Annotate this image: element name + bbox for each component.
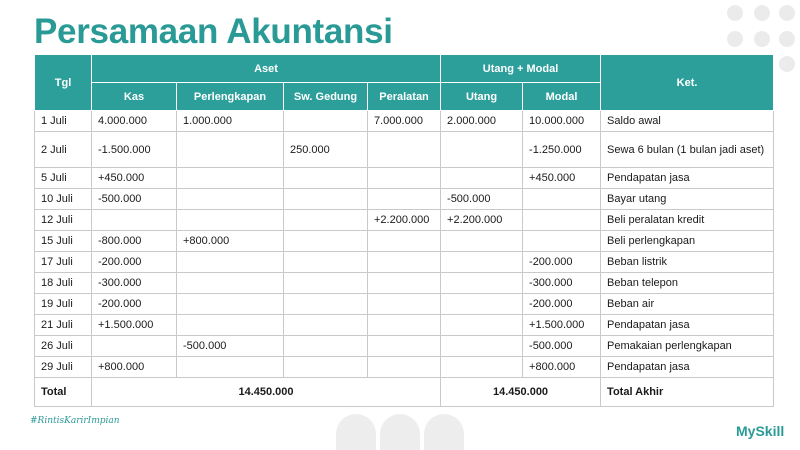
cell-perlengkapan — [177, 168, 284, 189]
cell-peralatan — [368, 168, 441, 189]
cell-modal: -1.250.000 — [523, 132, 601, 168]
header-aset: Aset — [92, 55, 441, 83]
cell-utang — [441, 336, 523, 357]
cell-perlengkapan — [177, 252, 284, 273]
bump-shape — [336, 414, 376, 450]
cell-utang — [441, 357, 523, 378]
dot-shape — [779, 5, 795, 21]
cell-perlengkapan — [177, 210, 284, 231]
table-row — [35, 357, 774, 378]
cell-kas: -500.000 — [92, 189, 177, 210]
cell-sw-gedung — [284, 315, 368, 336]
cell-peralatan — [368, 315, 441, 336]
cell-sw-gedung — [284, 336, 368, 357]
cell-modal: 10.000.000 — [523, 111, 601, 132]
table-row — [35, 189, 774, 210]
cell-ket: Sewa 6 bulan (1 bulan jadi aset) — [601, 132, 774, 168]
header-kas: Kas — [92, 83, 177, 111]
table-row — [35, 336, 774, 357]
cell-modal: +1.500.000 — [523, 315, 601, 336]
cell-sw-gedung — [284, 210, 368, 231]
decorative-bumps — [336, 414, 466, 450]
cell-tgl: 29 Juli — [35, 357, 92, 378]
cell-perlengkapan — [177, 315, 284, 336]
bump-shape — [380, 414, 420, 450]
cell-ket: Pemakaian perlengkapan — [601, 336, 774, 357]
cell-ket: Bayar utang — [601, 189, 774, 210]
cell-modal: -300.000 — [523, 273, 601, 294]
cell-modal — [523, 189, 601, 210]
table-row — [35, 315, 774, 336]
total-utang-modal: 14.450.000 — [441, 378, 601, 407]
cell-ket: Beban telepon — [601, 273, 774, 294]
cell-peralatan: 7.000.000 — [368, 111, 441, 132]
cell-ket: Beban air — [601, 294, 774, 315]
cell-kas: -300.000 — [92, 273, 177, 294]
cell-modal: -500.000 — [523, 336, 601, 357]
cell-perlengkapan — [177, 189, 284, 210]
cell-modal — [523, 231, 601, 252]
cell-kas — [92, 210, 177, 231]
cell-peralatan — [368, 273, 441, 294]
cell-sw-gedung — [284, 357, 368, 378]
cell-tgl: 17 Juli — [35, 252, 92, 273]
cell-peralatan — [368, 231, 441, 252]
cell-sw-gedung — [284, 189, 368, 210]
dot-shape — [754, 31, 770, 47]
cell-utang — [441, 168, 523, 189]
dot-shape — [754, 5, 770, 21]
cell-kas: -200.000 — [92, 252, 177, 273]
cell-kas: -1.500.000 — [92, 132, 177, 168]
cell-peralatan — [368, 357, 441, 378]
cell-peralatan — [368, 294, 441, 315]
cell-sw-gedung: 250.000 — [284, 132, 368, 168]
header-utang-modal: Utang + Modal — [441, 55, 601, 83]
header-perlengkapan: Perlengkapan — [177, 83, 284, 111]
cell-kas: -200.000 — [92, 294, 177, 315]
cell-peralatan: +2.200.000 — [368, 210, 441, 231]
cell-perlengkapan — [177, 294, 284, 315]
cell-utang: -500.000 — [441, 189, 523, 210]
header-sw-gedung: Sw. Gedung — [284, 83, 368, 111]
cell-sw-gedung — [284, 231, 368, 252]
cell-perlengkapan — [177, 357, 284, 378]
cell-tgl: 19 Juli — [35, 294, 92, 315]
cell-sw-gedung — [284, 252, 368, 273]
cell-perlengkapan: 1.000.000 — [177, 111, 284, 132]
cell-utang — [441, 294, 523, 315]
cell-utang: +2.200.000 — [441, 210, 523, 231]
cell-tgl: 1 Juli — [35, 111, 92, 132]
dot-shape — [779, 56, 795, 72]
cell-tgl: 12 Juli — [35, 210, 92, 231]
cell-sw-gedung — [284, 294, 368, 315]
header-utang: Utang — [441, 83, 523, 111]
cell-ket: Pendapatan jasa — [601, 357, 774, 378]
header-peralatan: Peralatan — [368, 83, 441, 111]
cell-sw-gedung — [284, 168, 368, 189]
header-tgl: Tgl — [35, 55, 92, 111]
cell-sw-gedung — [284, 111, 368, 132]
cell-modal: -200.000 — [523, 294, 601, 315]
hashtag-text: #RintisKarirImpian — [30, 416, 120, 426]
cell-utang — [441, 273, 523, 294]
table-row — [35, 294, 774, 315]
cell-utang — [441, 132, 523, 168]
cell-modal: -200.000 — [523, 252, 601, 273]
cell-peralatan — [368, 252, 441, 273]
cell-ket: Pendapatan jasa — [601, 168, 774, 189]
table-row — [35, 210, 774, 231]
cell-sw-gedung — [284, 273, 368, 294]
cell-kas: 4.000.000 — [92, 111, 177, 132]
cell-ket: Pendapatan jasa — [601, 315, 774, 336]
cell-utang — [441, 252, 523, 273]
cell-kas: +800.000 — [92, 357, 177, 378]
cell-perlengkapan: +800.000 — [177, 231, 284, 252]
cell-modal — [523, 210, 601, 231]
cell-kas: +450.000 — [92, 168, 177, 189]
cell-utang: 2.000.000 — [441, 111, 523, 132]
cell-ket: Beban listrik — [601, 252, 774, 273]
cell-ket: Beli perlengkapan — [601, 231, 774, 252]
cell-perlengkapan — [177, 273, 284, 294]
cell-kas: +1.500.000 — [92, 315, 177, 336]
accounting-equation-table — [34, 54, 774, 407]
cell-peralatan — [368, 189, 441, 210]
cell-ket: Saldo awal — [601, 111, 774, 132]
cell-peralatan — [368, 336, 441, 357]
cell-modal: +450.000 — [523, 168, 601, 189]
total-row — [35, 378, 774, 407]
cell-ket: Beli peralatan kredit — [601, 210, 774, 231]
dot-shape — [727, 5, 743, 21]
header-modal: Modal — [523, 83, 601, 111]
cell-tgl: 10 Juli — [35, 189, 92, 210]
table-row — [35, 168, 774, 189]
dot-shape — [727, 31, 743, 47]
cell-tgl: 18 Juli — [35, 273, 92, 294]
cell-kas: -800.000 — [92, 231, 177, 252]
cell-tgl: 15 Juli — [35, 231, 92, 252]
cell-utang — [441, 231, 523, 252]
dot-shape — [779, 31, 795, 47]
cell-peralatan — [368, 132, 441, 168]
table-row — [35, 273, 774, 294]
total-aset: 14.450.000 — [92, 378, 441, 407]
bump-shape — [424, 414, 464, 450]
table-row — [35, 111, 774, 132]
cell-tgl: 21 Juli — [35, 315, 92, 336]
cell-tgl: 26 Juli — [35, 336, 92, 357]
header-ket: Ket. — [601, 55, 774, 111]
table-row — [35, 231, 774, 252]
cell-modal: +800.000 — [523, 357, 601, 378]
cell-tgl: 2 Juli — [35, 132, 92, 168]
table-row — [35, 132, 774, 168]
cell-utang — [441, 315, 523, 336]
table-row — [35, 252, 774, 273]
total-label: Total — [35, 378, 92, 407]
total-ket: Total Akhir — [601, 378, 774, 407]
cell-perlengkapan — [177, 132, 284, 168]
cell-kas — [92, 336, 177, 357]
page-title: Persamaan Akuntansi — [34, 12, 393, 51]
cell-perlengkapan: -500.000 — [177, 336, 284, 357]
cell-tgl: 5 Juli — [35, 168, 92, 189]
myskill-logo: MySkill — [736, 423, 785, 439]
